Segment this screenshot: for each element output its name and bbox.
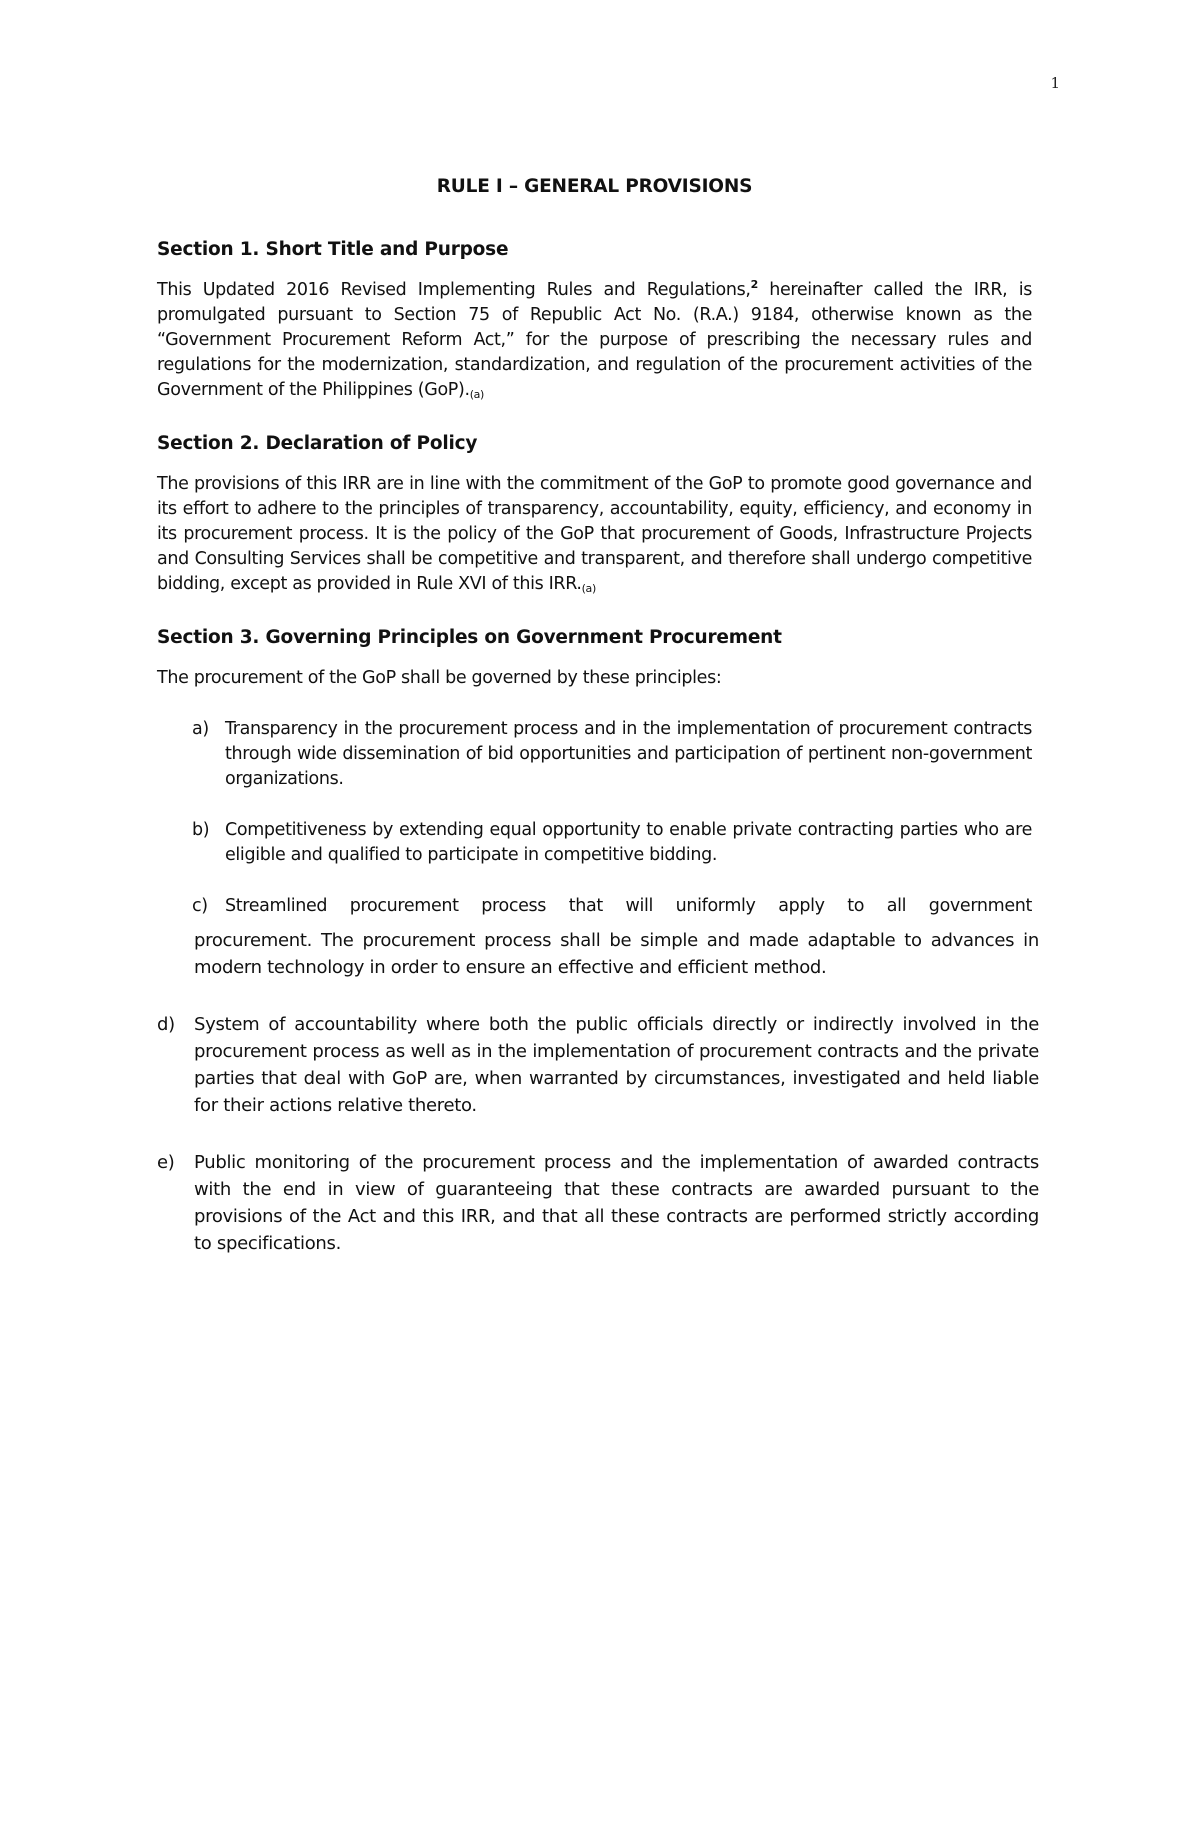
list-item-text: System of accountability where both the public officials directly or indirectly involved in the procurement process as well as in the implementation of procurement contracts and the private parties that deal with GoP are, when warranted by circumstances, investigated and held liable for their actions relative thereto. <box>194 1014 1039 1116</box>
principles-list-continued <box>157 1011 1039 1257</box>
document-body <box>157 176 1039 1287</box>
principles-list <box>192 717 1032 919</box>
list-marker: b) <box>192 820 210 840</box>
paragraph-text: hereinafter called the IRR, is promulgated pursuant to Section 75 of Republic Act No. (R.A.) 9184, otherwise known as the “Government Procurement Reform Act,” for the purpose of prescribing the necessary rules and regulations for the modernization, standardization, and regulation of the procurement activities of the Government of the Philippines (GoP). <box>157 280 1032 400</box>
section-paragraph <box>157 278 1032 407</box>
amendment-tag: (a) <box>469 388 484 401</box>
list-item-text: Competitiveness by extending equal opportunity to enable private contracting parties who are eligible and qualified to participate in competitive bidding. <box>225 820 1032 865</box>
paragraph-text: This Updated 2016 Revised Implementing Rules and Regulations, <box>157 280 751 300</box>
section-paragraph <box>157 472 1032 601</box>
list-item-text: Streamlined procurement process that will uniformly apply to all government <box>225 896 1032 916</box>
list-marker: c) <box>192 896 208 916</box>
section-2 <box>157 433 1032 601</box>
section-heading: Section 2. Declaration of Policy <box>157 433 478 454</box>
list-item-continuation: procurement. The procurement process shall be simple and made adaptable to advances in modern technology in order to ensure an effective and efficient method. <box>194 930 1039 978</box>
amendment-tag: (a) <box>581 582 596 595</box>
rule-title: RULE I – GENERAL PROVISIONS <box>436 176 753 197</box>
list-marker: e) <box>157 1152 175 1173</box>
list-marker: d) <box>157 1014 175 1035</box>
list-item-text: Public monitoring of the procurement process and the implementation of awarded contracts with the end in view of guaranteeing that these contracts are awarded pursuant to the provisions of the Act and this IRR, and that all these contracts are performed strictly according to specifications. <box>194 1152 1039 1254</box>
list-item <box>192 894 1032 919</box>
paragraph-text: The provisions of this IRR are in line with the commitment of the GoP to promote good governance and its effort to adhere to the principles of transparency, accountability, equity, efficiency, and economy in its procurement process. It is the policy of the GoP that procurement of Goods, Infrastructure Projects and Consulting Services shall be competitive and transparent, and therefore shall undergo competitive bidding, except as provided in Rule XVI of this IRR. <box>157 474 1032 594</box>
list-item <box>192 717 1032 792</box>
list-item <box>157 1149 1039 1257</box>
footnote-reference: 2 <box>750 278 758 291</box>
section-heading: Section 1. Short Title and Purpose <box>157 239 509 260</box>
list-item <box>157 1011 1039 1119</box>
section-heading: Section 3. Governing Principles on Government Procurement <box>157 627 782 648</box>
page-number: 1 <box>1050 74 1060 92</box>
list-item <box>192 818 1032 868</box>
section-intro: The procurement of the GoP shall be governed by these principles: <box>157 668 722 688</box>
section-3 <box>157 627 1039 1257</box>
list-marker: a) <box>192 719 209 739</box>
section-1 <box>157 239 1032 407</box>
list-item-text: Transparency in the procurement process and in the implementation of procurement contracts through wide dissemination of bid opportunities and participation of pertinent non-government organizations. <box>225 719 1032 789</box>
